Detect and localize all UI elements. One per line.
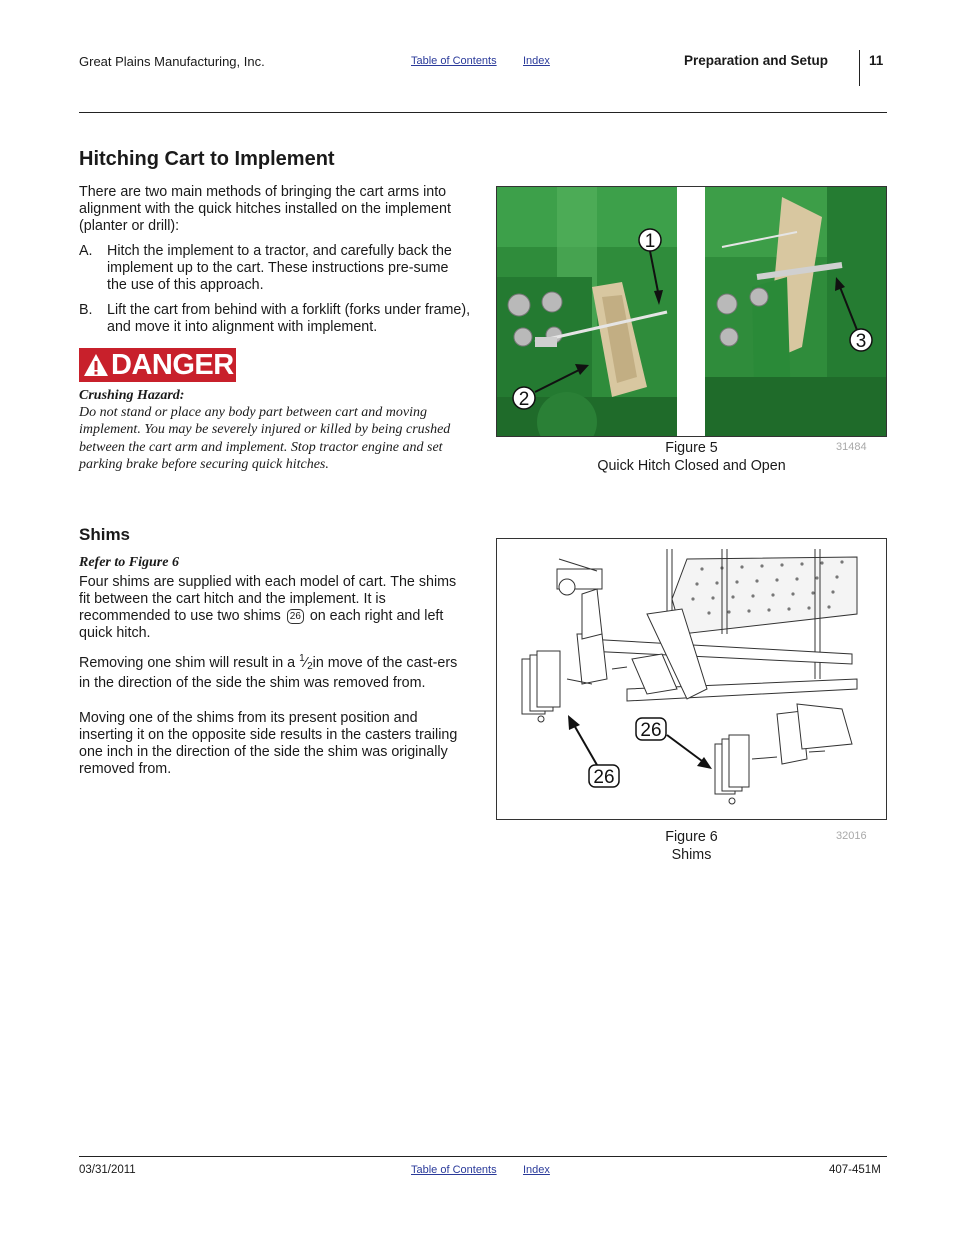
footer-date: 03/31/2011 bbox=[79, 1164, 136, 1176]
figure-6-caption bbox=[496, 828, 887, 864]
danger-word: DANGER bbox=[111, 349, 234, 381]
shims-p1-before: Four shims are supplied with each model of cart. The shims fit between the cart hitch and the implement. It is recommended to use two shims bbox=[79, 574, 457, 624]
part-callout-26: 26 bbox=[287, 609, 304, 624]
hazard-text: Do not stand or place any body part between cart and moving implement. You may be severely injured or killed by being crushed between the cart arm and implement. Stop tractor engine and set parking brake before securing quick hitches. bbox=[79, 405, 451, 473]
figure-6-title: Shims bbox=[671, 847, 712, 863]
list-text: Hitch the implement to a tractor, and carefully back the implement up to the cart. These instructions pre-sume the use of this approach. bbox=[107, 243, 452, 293]
hitching-intro: There are two main methods of bringing the cart arms into alignment with the quick hitches installed on the implement (planter or drill): bbox=[79, 184, 451, 234]
shims-paragraph-1 bbox=[79, 574, 471, 642]
figure6-callout-26-lower: 26 bbox=[593, 767, 615, 788]
list-marker: A. bbox=[79, 243, 93, 259]
warning-triangle-icon bbox=[83, 352, 109, 378]
footer-toc-link[interactable]: Table of Contents bbox=[411, 1164, 497, 1176]
section-title-hitching: Hitching Cart to Implement bbox=[79, 148, 335, 170]
header-divider bbox=[859, 50, 860, 86]
danger-label bbox=[79, 348, 236, 382]
figure-6-image-number: 32016 bbox=[836, 830, 867, 842]
figure5-callout-2: 2 bbox=[518, 389, 530, 410]
header-section-title: Preparation and Setup bbox=[684, 53, 829, 68]
section-title-shims: Shims bbox=[79, 525, 131, 544]
list-item bbox=[79, 243, 471, 294]
figure-5-photo bbox=[496, 186, 887, 437]
header-company: Great Plains Manufacturing, Inc. bbox=[79, 54, 265, 69]
figure-5-image-number: 31484 bbox=[836, 441, 867, 453]
list-item bbox=[79, 302, 471, 336]
refer-figure-link: Refer to Figure 6 bbox=[79, 555, 179, 570]
header-index-link[interactable]: Index bbox=[523, 55, 550, 67]
shims-paragraph-3: Moving one of the shims from its present position and inserting it on the opposite side results in the casters trailing one inch in the direction of the side the shim was originally removed from. bbox=[79, 710, 458, 777]
figure-5-number: Figure 5 bbox=[665, 440, 718, 456]
shims-p2-before: Removing one shim will result in a bbox=[79, 655, 296, 671]
shims-line-drawing bbox=[497, 539, 886, 819]
figure-5-title: Quick Hitch Closed and Open bbox=[597, 458, 786, 474]
footer-rule bbox=[79, 1156, 887, 1157]
figure5-callout-3: 3 bbox=[855, 331, 867, 352]
figure6-callout-26-upper: 26 bbox=[640, 720, 662, 741]
list-marker: B. bbox=[79, 302, 93, 318]
figure-6-drawing bbox=[496, 538, 887, 820]
footer-doc-number: 407-451M bbox=[829, 1164, 881, 1176]
figure-5-caption bbox=[496, 439, 887, 475]
figure5-callout-1: 1 bbox=[644, 231, 656, 252]
shims-p2-after: in move of the cast-ers in the direction of the side the shim was removed from. bbox=[79, 655, 458, 691]
header-toc-link[interactable]: Table of Contents bbox=[411, 55, 497, 67]
shims-p1-after: on each right and left quick hitch. bbox=[79, 608, 444, 641]
footer-index-link[interactable]: Index bbox=[523, 1164, 550, 1176]
figure-6-number: Figure 6 bbox=[665, 829, 718, 845]
shims-paragraph-2 bbox=[79, 650, 471, 692]
hazard-title: Crushing Hazard: bbox=[79, 388, 185, 403]
fraction-one-half: $^1⁄_2$ bbox=[299, 653, 313, 672]
header-page-number: 11 bbox=[869, 53, 884, 68]
quick-hitch-photo bbox=[497, 187, 886, 436]
list-text: Lift the cart from behind with a forklift (forks under frame), and move it into alignment with implement. bbox=[107, 302, 471, 335]
header-rule bbox=[79, 112, 887, 113]
